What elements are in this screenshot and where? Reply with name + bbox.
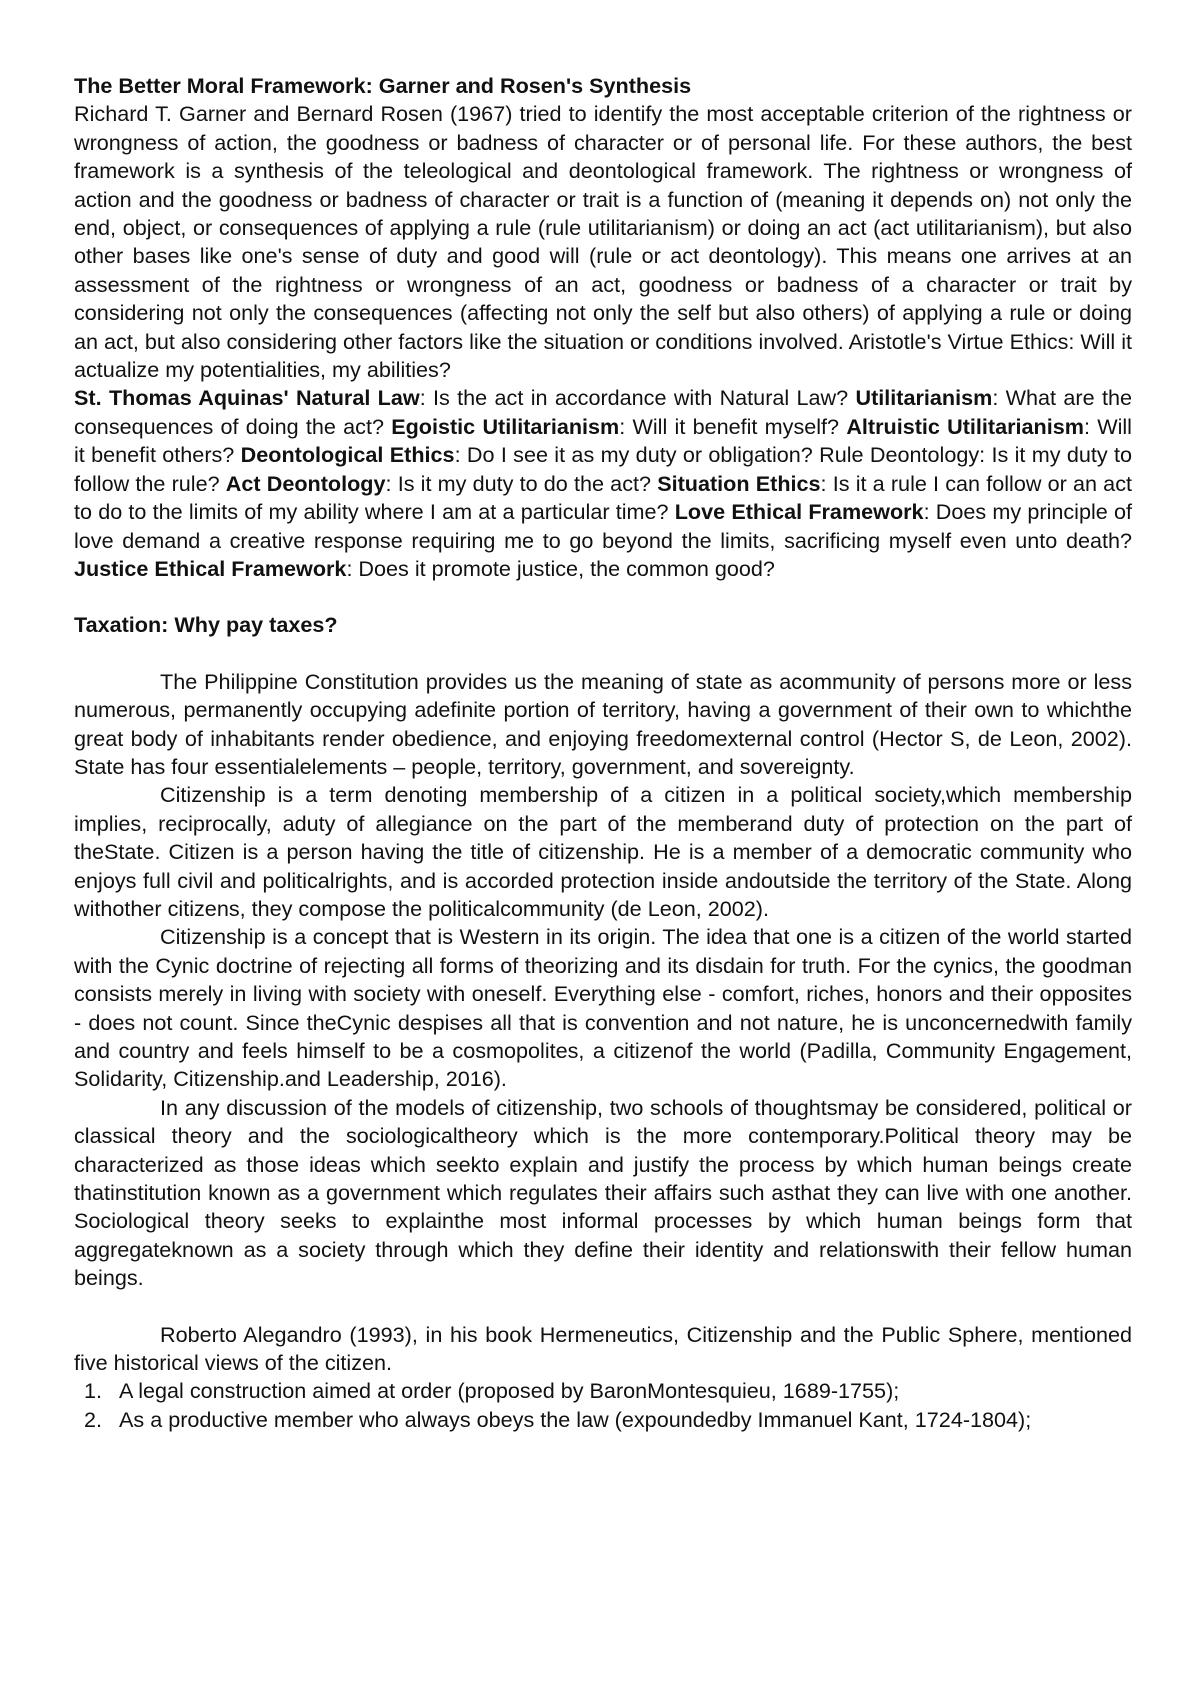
paragraph-citizenship-definition: Citizenship is a term denoting membership of a citizen in a political society,which membership implies, reciprocally, aduty of allegiance on the part of the memberand duty of protection on the part of theState. Citizen is a person having the title of citizenship. He is a member of a democratic community who enjoys full civil and politicalrights, and is accorded protection inside andoutside the territory of the State. Along withother citizens, they compose the politicalcommunity (de Leon, 2002). <box>74 782 1132 921</box>
desc-utilitarianism: : What are the consequences of doing the act? <box>74 385 1132 439</box>
paragraph-garner-rosen: Richard T. Garner and Bernard Rosen (1967) tried to identify the most acceptable criterion of the rightness or wrongness of action, the goodness or badness of character or of personal life. For these authors, the best framework is a synthesis of the teleological and deontological framework. The rightness or wrongness of action and the goodness or badness of character or trait is a function of (meaning it depends on) not only the end, object, or consequences of applying a rule (rule utilitarianism) or doing an act (act utilitarianism), but also other bases like one's sense of duty and good will (rule or act deontology). This means one arrives at an assessment of the rightness or wrongness of an act, goodness or badness of a character or trait by considering not only the consequences (affecting not only the self but also others) of applying a rule or doing an act, but also considering other factors like the situation or conditions involved. Aristotle's Virtue Ethics: Will it actualize my potentialities, my abilities? <box>74 101 1132 383</box>
term-altruistic-utilitarianism: Altruistic Utilitarianism <box>846 413 1084 439</box>
term-egoistic-utilitarianism: Egoistic Utilitarianism <box>391 413 620 439</box>
term-utilitarianism: Utilitarianism <box>855 385 993 411</box>
section-heading-taxation: Taxation: Why pay taxes? <box>74 612 338 638</box>
section-heading-moral-framework: The Better Moral Framework: Garner and Rosen's Synthesis <box>74 73 692 98</box>
desc-love-ethical-framework: : Does my principle of love demand a creative response requiring me to go beyond the limits, sacrificing myself even unto death? <box>74 499 1132 553</box>
spacer <box>74 583 1132 611</box>
desc-altruistic-utilitarianism: : Will it benefit others? <box>74 413 1132 468</box>
desc-justice-ethical-framework: : Does it promote justice, the common good? <box>346 555 775 581</box>
paragraph-alegandro: Roberto Alegandro (1993), in his book Hermeneutics, Citizenship and the Public Sphere, mentioned five historical views of the citizen. <box>74 1321 1132 1376</box>
list-item-number: 2. <box>84 1406 103 1432</box>
paragraph-citizenship-models: In any discussion of the models of citizenship, two schools of thoughtsmay be considered, political or classical theory and the sociologicaltheory which is the more contemporary.Political theory may be characterized as those ideas which seekto explain and justify the process by which human beings create thatinstitution known as a government which regulates their affairs such asthat they can live with one another. Sociological theory seeks to explainthe most informal processes by which human beings form that aggregateknown as a society through which they define their identity and relationswith their fellow human beings. <box>74 1094 1132 1291</box>
paragraph-state-definition: The Philippine Constitution provides us the meaning of state as acommunity of persons more or less numerous, permanently occupying adefinite portion of territory, having a government of their own to whichthe great body of inhabitants render obedience, and enjoying freedomexternal control (Hector S, de Leon, 2002). State has four essentialelements – people, territory, government, and sovereignty. <box>74 668 1132 779</box>
list-item-number: 1. <box>84 1378 103 1404</box>
document-page <box>74 72 1132 1434</box>
term-natural-law: St. Thomas Aquinas' Natural Law <box>74 385 420 411</box>
desc-act-deontology: : Is it my duty to do the act? <box>385 470 658 496</box>
term-situation-ethics: Situation Ethics <box>657 470 821 496</box>
list-item <box>74 1406 1132 1434</box>
spacer <box>74 1293 1132 1321</box>
list-item-text: As a productive member who always obeys the law (expoundedby Immanuel Kant, 1724-1804); <box>119 1406 1032 1432</box>
paragraph-ethical-frameworks <box>74 384 1132 583</box>
list-item-text: A legal construction aimed at order (proposed by BaronMontesquieu, 1689-1755); <box>119 1378 900 1404</box>
desc-egoistic-utilitarianism: : Will it benefit myself? <box>619 413 847 439</box>
term-love-ethical-framework: Love Ethical Framework <box>674 499 924 525</box>
term-act-deontology: Act Deontology <box>225 470 386 496</box>
paragraph-citizenship-origin: Citizenship is a concept that is Western in its origin. The idea that one is a citizen of the world started with the Cynic doctrine of rejecting all forms of theorizing and its disdain for truth. For the cynics, the goodman consists merely in living with society with oneself. Everything else - comfort, riches, honors and their opposites - does not count. Since theCynic despises all that is convention and not nature, he is unconcernedwith family and country and feels himself to be a cosmopolites, a citizenof the world (Padilla, Community Engagement, Solidarity, Citizenship.and Leadership, 2016). <box>74 924 1132 1092</box>
term-justice-ethical-framework: Justice Ethical Framework <box>74 555 347 581</box>
desc-deontological-ethics: : Do I see it as my duty or obligation? Rule Deontology: Is it my duty to follow the rule? <box>74 442 1132 496</box>
desc-natural-law: : Is the act in accordance with Natural Law? <box>419 385 856 411</box>
list-item <box>74 1377 1132 1405</box>
desc-situation-ethics: : Is it a rule I can follow or an act to do to the limits of my ability where I am at a particular time? <box>74 470 1132 525</box>
term-deontological-ethics: Deontological Ethics <box>240 442 455 468</box>
spacer <box>74 640 1132 668</box>
historical-views-list <box>74 1377 1132 1434</box>
